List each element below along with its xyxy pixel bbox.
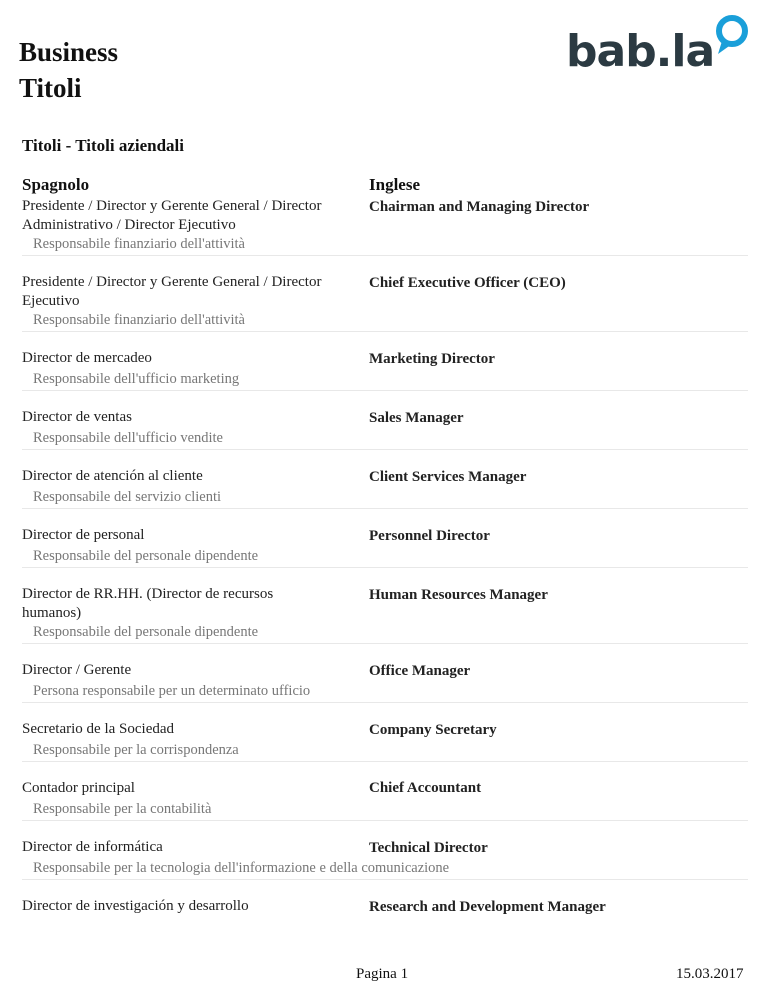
phrase-entry [22,661,748,703]
english-term: Chief Executive Officer (CEO) [369,275,566,291]
english-term: Personnel Director [369,528,490,544]
spanish-term: Presidente / Director y Gerente General / Director Administrativo / Director Ejecutivo [22,198,322,233]
spanish-term: Secretario de la Sociedad [22,721,175,737]
phrase-entry [22,526,748,568]
phrase-entry [22,273,748,332]
header-line-business: Business [19,37,119,67]
usage-note: Responsabile per la contabilità [33,801,212,817]
usage-note: Responsabile finanziario dell'attività [33,312,245,328]
spanish-term: Director de atención al cliente [22,468,203,484]
english-term: Client Services Manager [369,469,527,485]
usage-note: Persona responsabile per un determinato ufficio [33,683,311,699]
english-term: Chairman and Managing Director [369,199,590,215]
english-term: Human Resources Manager [369,587,548,603]
phrase-entry [22,897,748,927]
phrase-entry [22,720,748,762]
usage-note: Responsabile per la tecnologia dell'informazione e della comunicazione [33,860,450,876]
header-line-titoli: Titoli [19,73,82,103]
phrase-entry [22,838,748,880]
spanish-term: Director de investigación y desarrollo [22,898,249,914]
spanish-term: Director / Gerente [22,662,132,678]
phrase-entry [22,585,748,644]
english-term: Office Manager [369,663,471,679]
usage-note: Responsabile del personale dipendente [33,624,259,640]
spanish-term: Director de informática [22,839,163,855]
speech-bubble-icon [712,14,752,58]
english-term: Sales Manager [369,410,464,426]
english-term: Chief Accountant [369,780,482,796]
spanish-term: Director de mercadeo [22,350,152,366]
page-number: Pagina 1 [356,966,409,982]
usage-note: Responsabile del personale dipendente [33,548,259,564]
phrase-entry [22,779,748,821]
english-term: Technical Director [369,840,488,856]
english-term: Company Secretary [369,722,497,738]
english-term: Research and Development Manager [369,899,606,915]
spanish-term: Director de personal [22,527,145,543]
usage-note: Responsabile dell'ufficio vendite [33,430,223,446]
section-title: Titoli - Titoli aziendali [22,136,184,155]
spanish-term: Director de ventas [22,409,132,425]
phrase-entry [22,349,748,391]
column-header-spanish: Spagnolo [22,175,90,194]
spanish-term: Director de RR.HH. (Director de recursos humanos) [22,586,274,621]
phrase-entry [22,408,748,450]
column-header-english: Inglese [369,175,420,194]
logo-text: bab.la [566,26,715,77]
usage-note: Responsabile del servizio clienti [33,489,222,505]
babla-logo [566,14,756,78]
usage-note: Responsabile dell'ufficio marketing [33,371,240,387]
print-date: 15.03.2017 [676,966,744,982]
spanish-term: Presidente / Director y Gerente General / Director Ejecutivo [22,274,322,309]
english-term: Marketing Director [369,351,495,367]
spanish-term: Contador principal [22,780,135,796]
phrase-entry [22,467,748,509]
page-header-title [19,34,118,106]
phrase-entry [22,197,748,256]
usage-note: Responsabile per la corrispondenza [33,742,239,758]
usage-note: Responsabile finanziario dell'attività [33,236,245,252]
